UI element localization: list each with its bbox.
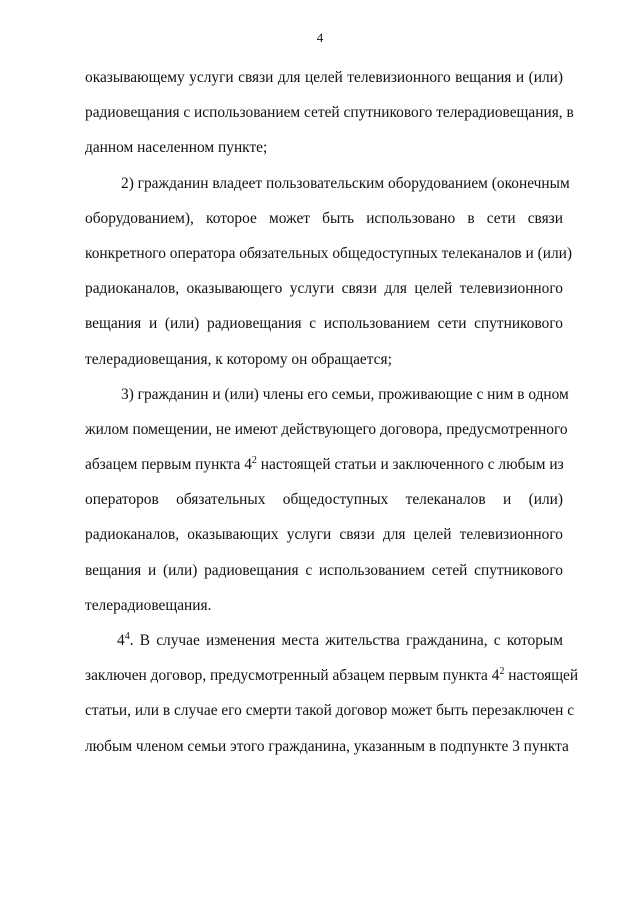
text-line [85, 658, 579, 693]
text-line: вещания и (или) радиовещания с использованием сетей спутникового [85, 561, 563, 579]
text-line: радиовещания с использованием сетей спутникового телерадиовещания, в [85, 104, 574, 122]
text-line: жилом помещении, не имеют действующего договора, предусмотренного [85, 420, 568, 438]
text-line: телерадиовещания. [85, 596, 212, 614]
text-line: конкретного оператора обязательных общедоступных телеканалов и (или) [85, 244, 572, 262]
document-body [85, 60, 579, 764]
text-fragment: . В случае изменения места жительства гражданина, с которым [129, 632, 563, 649]
text-fragment: настоящей статьи и заключенного с любым из [256, 456, 564, 474]
text-line: телерадиовещания, к которому он обращается; [85, 350, 392, 368]
clause-number: 4 [117, 632, 125, 649]
text-line: оборудованием), которое может быть использовано в сети связи [85, 209, 563, 227]
text-line: операторов обязательных общедоступных телеканалов и (или) [85, 491, 563, 509]
page-number: 4 [316, 30, 324, 45]
paragraph-first-line: 2) гражданин владеет пользовательским оборудованием (оконечным [121, 174, 570, 192]
text-line: любым членом семьи этого гражданина, указанным в подпункте 3 пункта [85, 737, 569, 755]
paragraph-first-line: 3) гражданин и (или) члены его семьи, проживающие с ним в одном [121, 385, 569, 403]
text-fragment: настоящей [504, 667, 579, 685]
superscript: 4 [124, 631, 130, 642]
text-line: радиоканалов, оказывающих услуги связи для целей телевизионного [85, 526, 563, 544]
superscript: 2 [499, 666, 505, 678]
text-line: статьи, или в случае его смерти такой договор может быть перезаключен с [85, 702, 575, 720]
superscript: 2 [251, 455, 257, 467]
paragraph-first-line [85, 623, 563, 658]
text-line: данном населенном пункте; [85, 139, 268, 157]
text-line: радиоканалов, оказывающего услуги связи для целей телевизионного [85, 280, 563, 298]
text-fragment: заключен договор, предусмотренный абзацем первым пункта 4 [85, 667, 500, 685]
text-line [85, 447, 563, 482]
text-line: вещания и (или) радиовещания с использованием сети спутникового [85, 315, 563, 333]
text-line: оказывающему услуги связи для целей телевизионного вещания и (или) [85, 69, 563, 86]
text-fragment: абзацем первым пункта 4 [85, 456, 252, 474]
